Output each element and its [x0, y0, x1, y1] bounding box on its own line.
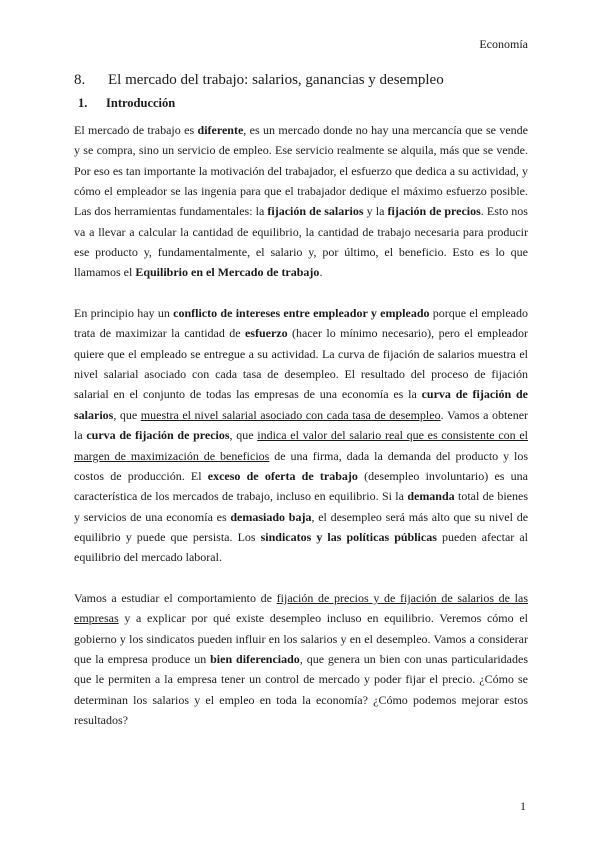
bold-term: demasiado baja	[230, 509, 312, 524]
paragraph-1	[74, 120, 528, 283]
running-header: Economía	[479, 37, 528, 51]
text: y la	[363, 204, 388, 219]
underlined-phrase: fijación de precios y de fijación de salarios de las empresas	[74, 590, 529, 626]
paragraph-3	[74, 588, 528, 730]
text: Vamos a estudiar el comportamiento de	[74, 590, 277, 605]
text: , que	[113, 407, 141, 422]
section-title: Introducción	[106, 96, 176, 110]
text: . Vamos a obtener la	[74, 407, 529, 443]
text: En principio hay un	[74, 306, 174, 321]
bold-term: exceso de oferta de trabajo	[207, 468, 358, 483]
text: El mercado de trabajo es	[74, 123, 198, 137]
bold-term: conflicto de intereses entre empleador y empleado	[173, 306, 430, 321]
bold-term: bien diferenciado	[210, 651, 300, 666]
bold-term: curva de fijación de salarios	[74, 387, 528, 422]
body-text	[74, 120, 528, 730]
bold-term: fijación de precios	[387, 204, 481, 219]
text: pueden afectar al equilibrio del mercado laboral.	[74, 529, 528, 565]
underlined-phrase: muestra el nivel salarial asociado con cada tasa de desempleo	[140, 407, 441, 422]
section-heading	[78, 96, 175, 111]
bold-term: curva de fijación de precios	[86, 428, 230, 443]
text: , el desempleo será más alto que su nivel de equilibrio y puede que persista. Los	[74, 509, 529, 544]
bold-term: diferente	[197, 123, 244, 137]
underlined-phrase: indica el valor del salario real que es consistente con el margen de maximización de beneficios	[74, 428, 528, 463]
text: (desempleo involuntario) es una característica de los mercados de trabajo, incluso en equilibrio. Si la	[74, 468, 528, 504]
text: total de bienes y servicios de una economía es	[74, 489, 528, 524]
text: , que genera un bien con unas particularidades que le permiten a la empresa tener un control de mercado y poder fijar el precio. ¿Cómo se determinan los salarios y el empleo en toda la economía? ¿Cómo podemos mejorar estos resultados?	[74, 651, 528, 727]
text: y a explicar por qué existe desempleo incluso en equilibrio. Veremos cómo el gobierno y los sindicatos pueden influir en los salarios y en el desempleo. Vamos a considerar que la empresa produce un	[74, 611, 528, 666]
bold-term: esfuerzo	[244, 326, 288, 341]
text: (hacer lo mínimo necesario), pero el empleador quiere que el empleado se entregue a su actividad. La curva de fijación de salarios muestra el nivel salarial asociado con cada tasa de desempleo. El resultado del proceso de fijación salarial en el conjunto de todas las empresas de una economía es la	[74, 326, 528, 402]
chapter-title: El mercado del trabajo: salarios, ganancias y desempleo	[108, 72, 444, 88]
bold-term: Equilibrio en el Mercado de trabajo	[135, 265, 320, 280]
bold-term: demanda	[407, 489, 455, 504]
text: porque el empleado trata de maximizar la cantidad de	[74, 306, 528, 341]
text: , que	[229, 428, 258, 443]
page-number: 1	[520, 799, 526, 813]
text: , es un mercado donde no hay una mercancía que se vende y se compra, sino un servicio de empleo. Ese servicio realmente se alquila, más que se vende. Por eso es tan importante la motivación del trabajador, el esfuerzo que dedica a su actividad, y cómo el empleador se las ingenia para que el trabajador dedique el máximo esfuerzo posible. Las dos herramientas fundamentales: la	[74, 123, 528, 219]
bold-term: fijación de salarios	[267, 204, 364, 219]
chapter-number: 8.	[74, 72, 86, 88]
bold-term: sindicatos y las políticas públicas	[260, 529, 437, 544]
section-number: 1.	[78, 96, 88, 110]
paragraph-2	[74, 303, 528, 567]
text: .	[319, 265, 323, 280]
text: de una firma, dada la demanda del producto y los costos de producción. El	[74, 448, 528, 483]
chapter-heading	[74, 72, 444, 89]
text: . Esto nos va a llevar a calcular la cantidad de equilibrio, la cantidad de trabajo necesaria para producir ese producto y, fundamentalmente, el salario y, por último, el beneficio. Esto es lo que llamamos el	[74, 204, 528, 280]
